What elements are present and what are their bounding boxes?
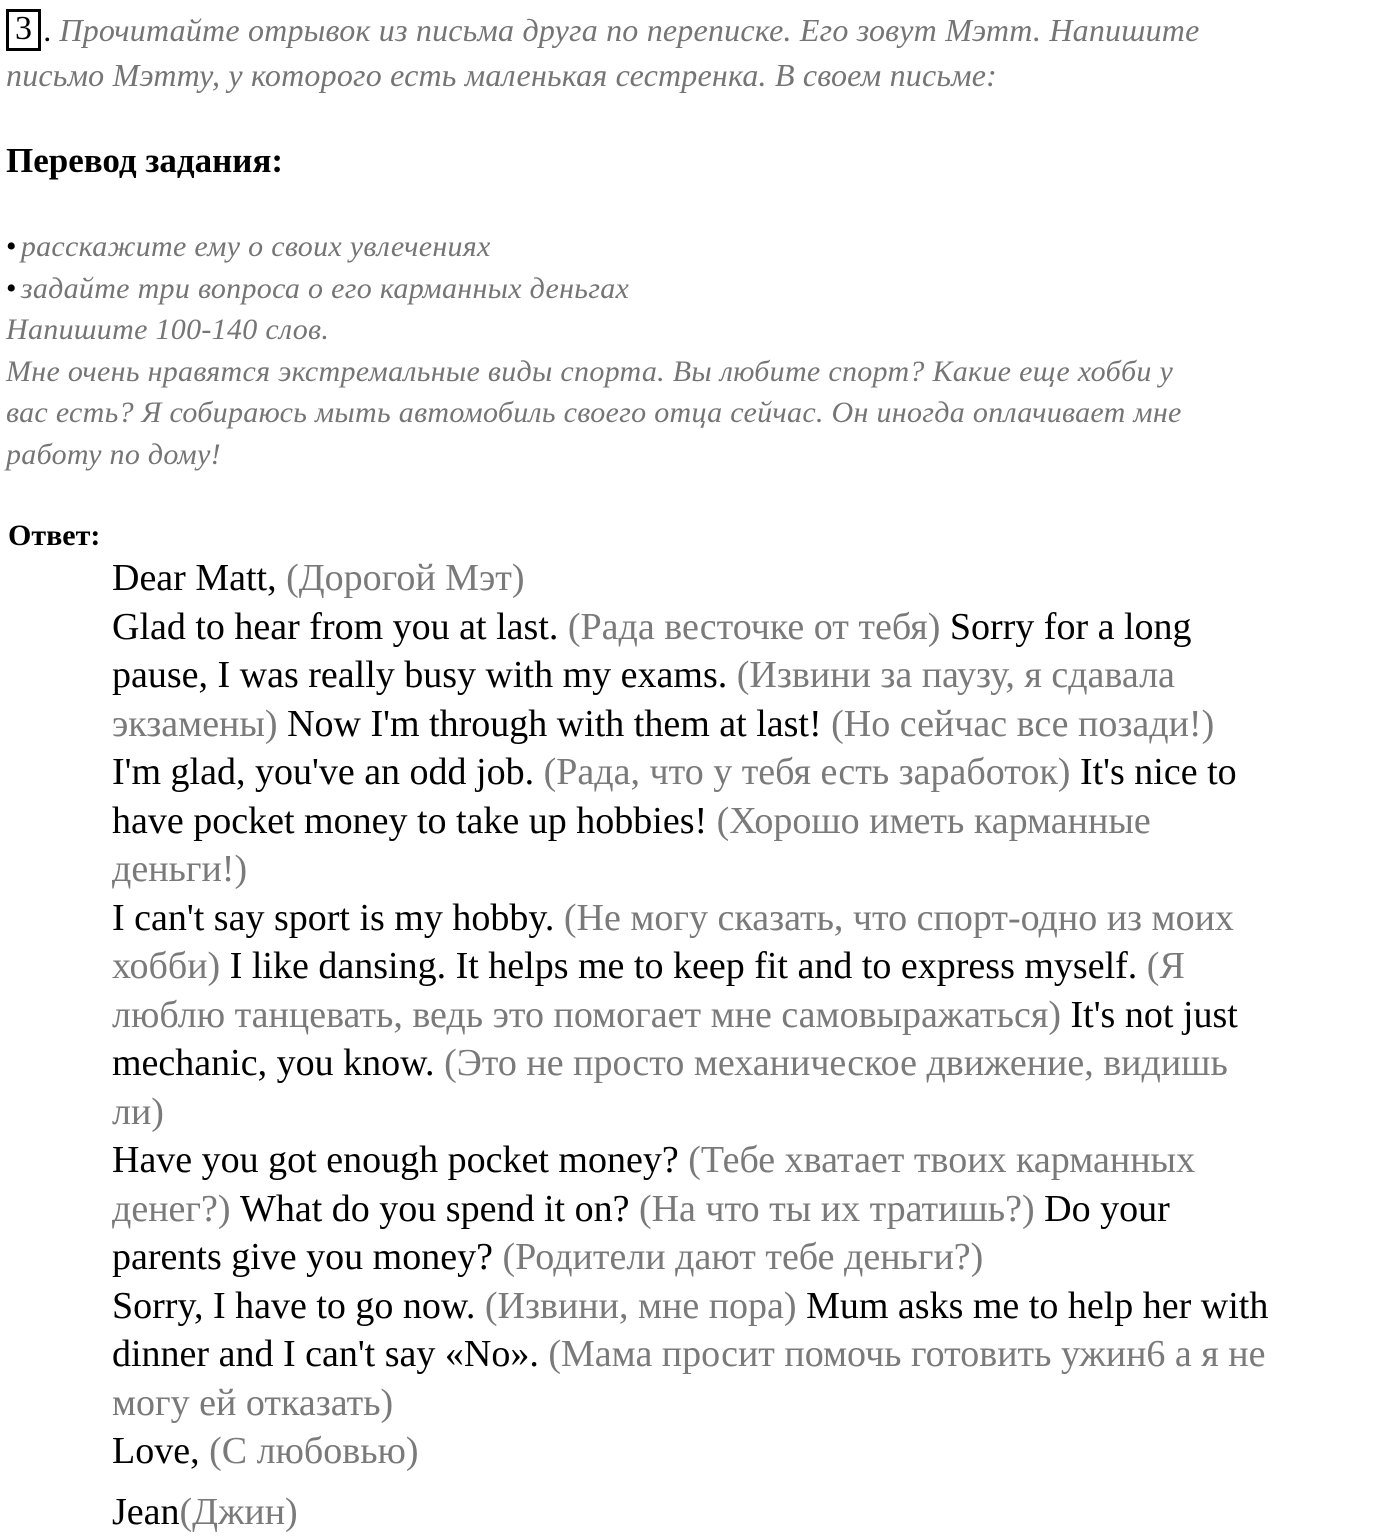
excerpt-line-2: вас есть? Я собираюсь мыть автомобиль своего отца сейчас. Он иногда оплачивает мне xyxy=(6,392,1398,434)
russian-translation: (Я xyxy=(1147,945,1185,987)
russian-translation: (Рада, что у тебя есть заработок) xyxy=(544,751,1071,793)
russian-translation: денег?) xyxy=(112,1188,231,1230)
russian-translation: (Хорошо иметь карманные xyxy=(717,800,1151,842)
english-text: Now I'm through with them at last! xyxy=(278,703,832,745)
english-text: Sorry for a long xyxy=(940,606,1191,648)
russian-translation: (Дорогой Мэт) xyxy=(286,557,524,599)
letter-line xyxy=(112,748,1400,797)
letter-line xyxy=(112,554,1400,603)
russian-translation: могу ей отказать) xyxy=(112,1382,393,1424)
english-text: I'm glad, you've an odd job. xyxy=(112,751,544,793)
russian-translation: (Мама просит помочь готовить ужин6 а я не xyxy=(548,1333,1265,1375)
translation-bullet-2 xyxy=(6,268,1398,310)
letter-line xyxy=(112,1330,1400,1379)
bullet-text: расскажите ему о своих увлечениях xyxy=(21,230,491,263)
russian-translation: (Джин) xyxy=(180,1491,298,1533)
answer-heading: Ответ: xyxy=(8,516,100,556)
letter-line xyxy=(112,991,1400,1040)
russian-translation: (Не могу сказать, что спорт-одно из моих xyxy=(564,897,1234,939)
english-text: What do you spend it on? xyxy=(231,1188,639,1230)
russian-translation: (На что ты их тратишь?) xyxy=(639,1188,1035,1230)
letter-line xyxy=(112,845,1400,894)
translation-block xyxy=(6,226,1398,475)
letter-line xyxy=(112,1088,1400,1137)
russian-translation: деньги!) xyxy=(112,848,247,890)
bullet-text: задайте три вопроса о его карманных деньгах xyxy=(21,272,629,305)
english-text: Do your xyxy=(1035,1188,1170,1230)
task-number-box: 3 xyxy=(6,9,41,51)
letter-line xyxy=(112,651,1400,700)
russian-translation: экзамены) xyxy=(112,703,278,745)
bullet-symbol: • xyxy=(6,272,17,305)
letter-line xyxy=(112,603,1400,652)
letter-body xyxy=(112,554,1400,1536)
english-text: I can't say sport is my hobby. xyxy=(112,897,564,939)
letter-line xyxy=(112,1233,1400,1282)
english-text: Dear Matt, xyxy=(112,557,286,599)
russian-translation: (Извини за паузу, я сдавала xyxy=(737,654,1175,696)
task-intro-line-1: Прочитайте отрывок из письма друга по переписке. Его зовут Мэтт. Напишите xyxy=(59,12,1199,48)
russian-translation: ли) xyxy=(112,1091,164,1133)
letter-line xyxy=(112,1039,1400,1088)
task-intro-line-2: письмо Мэтту, у которого есть маленькая сестренка. В своем письме: xyxy=(6,57,997,93)
letter-signature xyxy=(112,1488,1400,1536)
excerpt-line-3: работу по дому! xyxy=(6,434,1398,476)
letter-line xyxy=(112,1136,1400,1185)
english-text: It's not just xyxy=(1061,994,1238,1036)
task-intro xyxy=(6,8,1396,98)
english-text: I like dansing. It helps me to keep fit and to express myself. xyxy=(220,945,1147,987)
russian-translation: (Это не просто механическое движение, видишь xyxy=(444,1042,1228,1084)
bullet-symbol: • xyxy=(6,230,17,263)
letter-line xyxy=(112,1185,1400,1234)
letter-line xyxy=(112,797,1400,846)
word-count-instruction: Напишите 100-140 слов. xyxy=(6,309,1398,351)
english-text: It's nice to xyxy=(1070,751,1236,793)
task-number-dot: . xyxy=(43,12,51,48)
english-text: Sorry, I have to go now. xyxy=(112,1285,485,1327)
english-text: Mum asks me to help her with xyxy=(797,1285,1269,1327)
english-text: mechanic, you know. xyxy=(112,1042,444,1084)
russian-translation: (Тебе хватает твоих карманных xyxy=(688,1139,1195,1181)
english-text: Love, xyxy=(112,1430,209,1472)
english-text: Have you got enough pocket money? xyxy=(112,1139,688,1181)
russian-translation: (Родители дают тебе деньги?) xyxy=(502,1236,983,1278)
english-text: Glad to hear from you at last. xyxy=(112,606,568,648)
russian-translation: хобби) xyxy=(112,945,220,987)
translation-bullet-1 xyxy=(6,226,1398,268)
english-text: pause, I was really busy with my exams. xyxy=(112,654,737,696)
letter-line xyxy=(112,894,1400,943)
letter-line xyxy=(112,700,1400,749)
english-text: have pocket money to take up hobbies! xyxy=(112,800,717,842)
translation-heading: Перевод задания: xyxy=(6,138,283,183)
letter-line xyxy=(112,1379,1400,1428)
russian-translation: (Но сейчас все позади!) xyxy=(831,703,1214,745)
excerpt-line-1: Мне очень нравятся экстремальные виды спорта. Вы любите спорт? Какие еще хобби у xyxy=(6,351,1398,393)
russian-translation: (Извини, мне пора) xyxy=(485,1285,797,1327)
letter-line xyxy=(112,1282,1400,1331)
english-text: Jean xyxy=(112,1491,180,1533)
letter-line xyxy=(112,942,1400,991)
russian-translation: (Рада весточке от тебя) xyxy=(568,606,940,648)
letter-closing xyxy=(112,1427,1400,1476)
english-text: dinner and I can't say «No». xyxy=(112,1333,548,1375)
english-text: parents give you money? xyxy=(112,1236,502,1278)
russian-translation: люблю танцевать, ведь это помогает мне самовыражаться) xyxy=(112,994,1061,1036)
russian-translation: (С любовью) xyxy=(209,1430,419,1472)
